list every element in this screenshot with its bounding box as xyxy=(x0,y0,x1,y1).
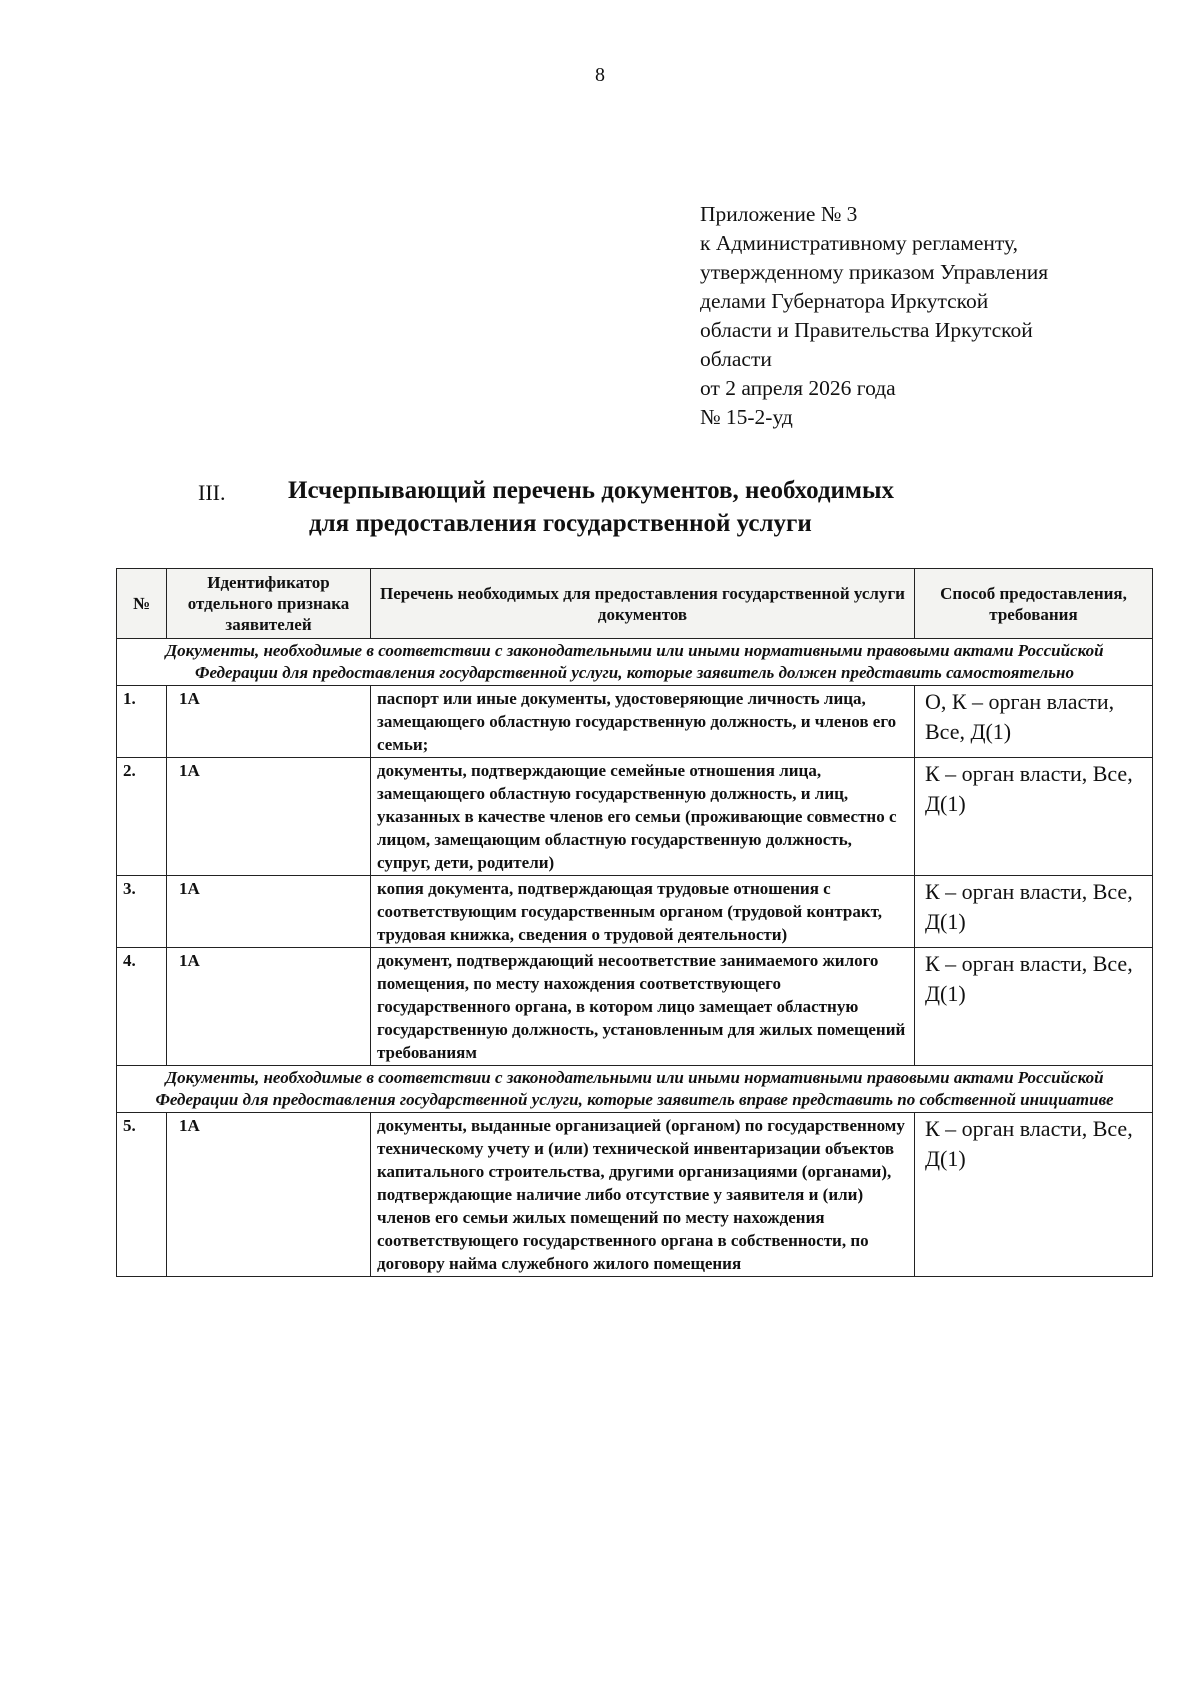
appendix-line: делами Губернатора Иркутской xyxy=(700,289,989,313)
row-number: 4. xyxy=(117,948,167,1066)
group-heading-optional: Документы, необходимые в соответствии с законодательными или иными нормативными правовыми актами Российской Федерации для предоставления государственной услуги, которые заявитель вправе представить по собственной инициативе xyxy=(117,1066,1153,1113)
section-numeral: III. xyxy=(198,480,226,505)
appendix-line: утвержденному приказом Управления xyxy=(700,260,1049,284)
table-row xyxy=(117,948,1153,1066)
appendix-line: № 15-2-уд xyxy=(700,405,793,429)
documents-table xyxy=(116,568,1153,1277)
row-method: О, К – орган власти, Все, Д(1) xyxy=(915,686,1153,758)
header-identifier: Идентификатор отдельного признака заявителей xyxy=(167,569,371,639)
row-method: К – орган власти, Все, Д(1) xyxy=(915,758,1153,876)
row-document: документы, подтверждающие семейные отношения лица, замещающего областную государственную должность, и лиц, указанных в качестве членов его семьи (проживающие совместно с лицом, замещающим областную государственную должность, супруг, дети, родители) xyxy=(371,758,915,876)
appendix-line: от 2 апреля 2026 года xyxy=(700,376,896,400)
row-identifier: 1А xyxy=(167,876,371,948)
row-document: документ, подтверждающий несоответствие занимаемого жилого помещения, по месту нахождения соответствующего государственного органа, в котором лицо замещает областную государственную должность, установленным для жилых помещений требованиям xyxy=(371,948,915,1066)
group-row-required xyxy=(117,639,1153,686)
row-number: 1. xyxy=(117,686,167,758)
row-number: 2. xyxy=(117,758,167,876)
row-identifier: 1А xyxy=(167,758,371,876)
row-identifier: 1А xyxy=(167,686,371,758)
row-method: К – орган власти, Все, Д(1) xyxy=(915,948,1153,1066)
header-number: № xyxy=(117,569,167,639)
appendix-line: к Административному регламенту, xyxy=(700,231,1019,255)
page-number: 8 xyxy=(595,64,605,86)
appendix-line: области xyxy=(700,347,772,371)
group-heading-required: Документы, необходимые в соответствии с законодательными или иными нормативными правовыми актами Российской Федерации для предоставления государственной услуги, которые заявитель должен представить самостоятельно xyxy=(117,639,1153,686)
appendix-block xyxy=(700,200,1160,432)
appendix-line: Приложение № 3 xyxy=(700,202,858,226)
row-number: 3. xyxy=(117,876,167,948)
row-method: К – орган власти, Все, Д(1) xyxy=(915,876,1153,948)
appendix-line: области и Правительства Иркутской xyxy=(700,318,1033,342)
row-document: документы, выданные организацией (органом) по государственному техническому учету и (или) технической инвентаризации объектов капитального строительства, другими организациями (органами), подтверждающие наличие либо отсутствие у заявителя и (или) членов его семьи жилых помещений по месту нахождения соответствующего государственного органа в собственности, по договору найма служебного жилого помещения xyxy=(371,1113,915,1277)
row-number: 5. xyxy=(117,1113,167,1277)
table-header-row xyxy=(117,569,1153,639)
section-title-line-1: Исчерпывающий перечень документов, необходимых xyxy=(288,477,894,504)
header-method: Способ предоставления, требования xyxy=(915,569,1153,639)
table-row xyxy=(117,876,1153,948)
table-row xyxy=(117,758,1153,876)
group-row-optional xyxy=(117,1066,1153,1113)
row-document: копия документа, подтверждающая трудовые отношения с соответствующим государственным органом (трудовой контракт, трудовая книжка, сведения о трудовой деятельности) xyxy=(371,876,915,948)
table-row xyxy=(117,1113,1153,1277)
row-method: К – орган власти, Все, Д(1) xyxy=(915,1113,1153,1277)
row-identifier: 1А xyxy=(167,1113,371,1277)
table-row xyxy=(117,686,1153,758)
section-title-line-2: для предоставления государственной услуги xyxy=(309,510,812,537)
header-documents: Перечень необходимых для предоставления государственной услуги документов xyxy=(371,569,915,639)
row-document: паспорт или иные документы, удостоверяющие личность лица, замещающего областную государственную должность, и членов его семьи; xyxy=(371,686,915,758)
row-identifier: 1А xyxy=(167,948,371,1066)
